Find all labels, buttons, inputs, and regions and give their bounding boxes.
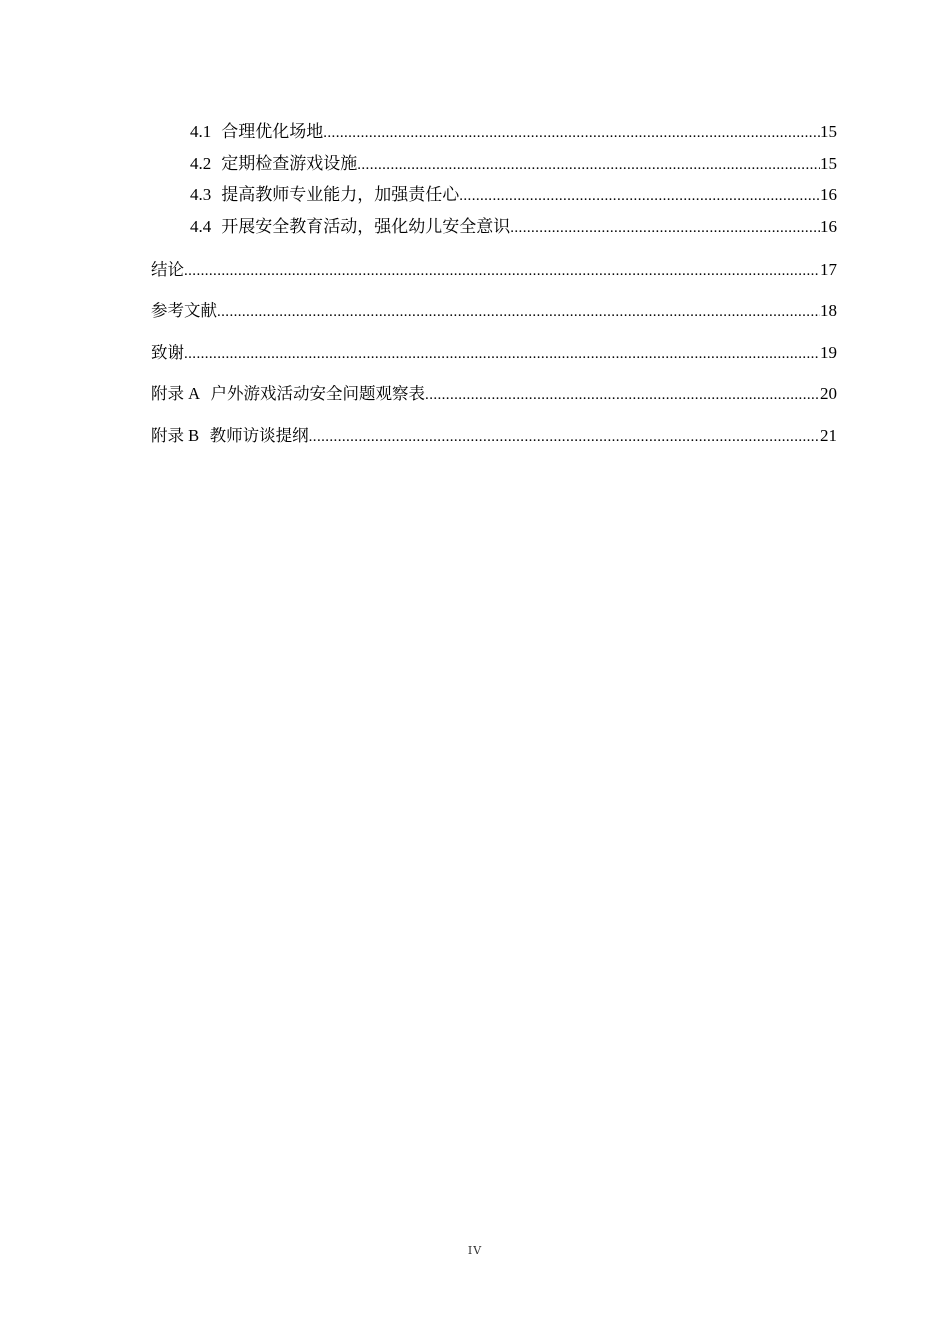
toc-entry-title: 定期检查游戏设施: [221, 153, 358, 173]
toc-entry-title: 提高教师专业能力，加强责任心: [221, 185, 460, 205]
toc-entry-page: 16: [820, 217, 837, 237]
toc-entry-4-1[interactable]: [151, 116, 837, 148]
toc-entry-page: 20: [820, 384, 837, 404]
toc-entry-appendix-b[interactable]: [151, 415, 837, 457]
toc-entry-page: 18: [820, 301, 837, 321]
toc-entry-page: 21: [820, 425, 837, 445]
toc-entry-title-text: 户外游戏活动安全问题观察表: [210, 384, 426, 404]
toc-leader-dots: [459, 181, 820, 211]
toc-leader-dots: [184, 251, 820, 291]
toc-entry-page: 16: [820, 185, 837, 205]
toc-leader-dots: [323, 118, 820, 148]
toc-entry-4-3[interactable]: [151, 179, 837, 211]
toc-entry-title: 参考文献: [151, 301, 217, 321]
toc-entry-number: 4.4: [190, 217, 212, 237]
toc-entry-title: 开展安全教育活动，强化幼儿安全意识: [221, 217, 511, 237]
toc-entry-4-4[interactable]: [151, 211, 837, 243]
toc-leader-dots: [425, 375, 820, 415]
toc-entry-appendix-a[interactable]: [151, 373, 837, 415]
toc-leader-dots: [184, 334, 820, 374]
toc-entry-page: 15: [820, 153, 837, 173]
toc-entry-title: [151, 415, 309, 457]
toc-entry-number: 4.1: [190, 122, 212, 141]
toc-entry-title: [151, 373, 425, 415]
toc-entry-title: 致谢: [151, 342, 184, 362]
toc-leader-dots: [510, 213, 820, 243]
toc-entry-4-2[interactable]: [151, 148, 837, 180]
toc-entry-number: 4.3: [190, 185, 212, 205]
toc-entry-number: 4.2: [190, 153, 212, 173]
toc-entry-acknowledgements[interactable]: [151, 332, 837, 374]
toc-leader-dots: [309, 417, 820, 457]
toc-entry-page: 15: [820, 122, 837, 141]
toc-entry-title-text: 教师访谈提纲: [209, 425, 309, 445]
toc-entry-title: 结论: [151, 259, 184, 279]
table-of-contents: [151, 116, 837, 456]
toc-leader-dots: [357, 150, 820, 180]
toc-entry-page: 17: [820, 259, 837, 279]
page-number-footer: IV: [467, 1244, 483, 1257]
toc-leader-dots: [217, 292, 820, 332]
toc-entry-conclusion[interactable]: [151, 249, 837, 291]
toc-entry-title: 合理优化场地: [221, 122, 324, 141]
toc-entry-page: 19: [820, 342, 837, 362]
toc-entry-prefix: 附录 B: [151, 425, 200, 445]
toc-entry-references[interactable]: [151, 290, 837, 332]
toc-entry-prefix: 附录 A: [151, 384, 201, 404]
